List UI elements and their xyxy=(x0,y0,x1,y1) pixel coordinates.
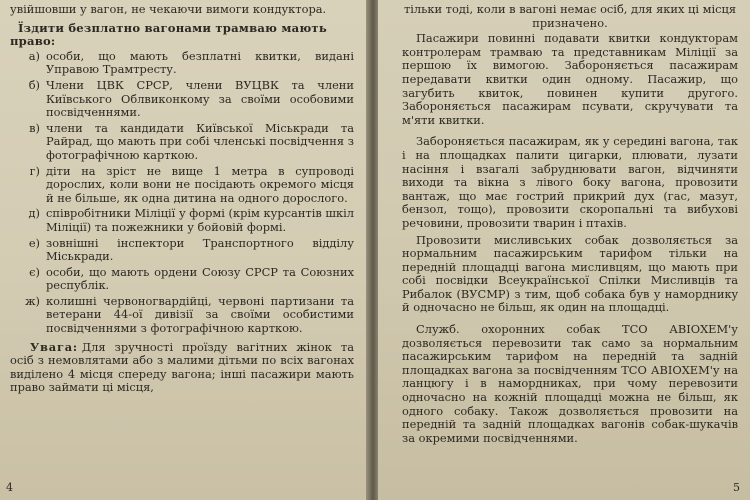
list-marker: а) xyxy=(28,48,40,63)
attention-note xyxy=(10,341,354,395)
list-marker: д) xyxy=(28,206,40,221)
list-item-text: Члени ЦВК СРСР, члени ВУЦВК та члени Київського Облвиконкому за своїми особовими посвідченнями. xyxy=(46,77,354,120)
left-top-text: увійшовши у вагон, не чекаючи вимоги кондуктора. xyxy=(10,2,327,16)
list-item-text: співробітники Міліції у формі (крім курсантів шкіл Міліції) та пожежники у бойовій формі. xyxy=(46,206,354,234)
paragraph-guard-dogs: Служб. охоронних собак ТСО АВІОХЕМ'у дозволяється перевозити так само за нормальним пасажирським тарифом на передній та задній площадках вагона за посвідченням ТСО АВІОХЕМ'у на ланцюгу і в намордниках, при чому перевозити одночасно на кожній площадці можна не більш, як одного собаку. Також дозволяється провозити на передній та задній площадках вагонів собак-шукачів за окремими посвідченнями. xyxy=(402,322,738,445)
list-item xyxy=(10,237,354,264)
list-item-text: члени та кандидати Київської Міськради та Райрад, що мають при собі членські посвідчення з фотографічною карткою. xyxy=(46,120,354,162)
list-marker: в) xyxy=(29,120,40,135)
page-number-left: 4 xyxy=(6,481,13,494)
list-item xyxy=(10,122,354,163)
left-page xyxy=(0,0,368,500)
list-item-text: колишні червоногвардійці, червоні партизани та ветерани 44-ої дивізії за своїми особистими посвідченнями з фотографічною карткою. xyxy=(46,293,354,336)
attention-text: Для зручності проїзду вагітних жінок та осіб з немовлятами або з малими дітьми по всіх вагонах виділено 4 місця спереду вагона; інші пасажири мають право займати ці місця, xyxy=(10,339,354,395)
list-marker: г) xyxy=(29,163,40,178)
list-item xyxy=(10,79,354,120)
list-item xyxy=(10,165,354,206)
rights-heading: Їздити безплатно вагонами трамваю мають право: xyxy=(10,20,327,49)
attention-label: Увага: xyxy=(30,339,78,354)
list-marker: є) xyxy=(29,264,40,279)
list-item xyxy=(10,207,354,234)
right-top-text: тільки тоді, коли в вагоні немає осіб, для яких ці місця призначено. xyxy=(403,2,737,30)
list-item-text: особи, що мають ордени Союзу СРСР та Союзних республік. xyxy=(46,264,354,293)
list-item-text: особи, що мають безплатні квитки, видані Управою Трамтресту. xyxy=(46,48,354,77)
list-item-text: діти на зріст не вище 1 метра в супроводі дорослих, коли вони не посідають окремого місця й не більше, як одна дитина на одного дорослого. xyxy=(46,163,354,205)
page-number-right: 5 xyxy=(733,481,740,494)
paragraph-tickets: Пасажири повинні подавати квитки кондукторам контролерам трамваю та представникам Міліції за першою їх вимогою. Забороняється пасажирам передавати квитки один одному. Пасажир, що загубить квиток, повинен купити другого. Забороняється пасажирам псувати, скручувати та м'яти квитки. xyxy=(402,31,738,127)
list-item xyxy=(10,295,354,336)
paragraph-hunting-dogs: Провозити мисливських собак дозволяється за нормальним пасажирським тарифом тільки на передній площадці вагона мисливцям, що мають при собі посвідки Всеукраїнської Спілки Мисливців та Рибалок (ВУСМР) з тим, щоб собака був у намордникy й одночасно не більш, як один на площадці. xyxy=(402,232,738,315)
list-item xyxy=(10,266,354,293)
list-item-text: зовнішні інспектори Транспортного відділу Міськради. xyxy=(46,235,354,264)
list-marker: ж) xyxy=(25,293,40,308)
list-item xyxy=(10,50,354,77)
right-page xyxy=(378,0,750,500)
list-marker: б) xyxy=(28,77,40,92)
paragraph-prohibitions: Забороняється пасажирам, як у середині вагона, так і на площадках палити цигарки, плювати, лузати насіння і взагалі забруднювати вагон, відчиняти виходи та вікна з лівого боку вагона, провозити вантаж, що має гострий прикрий дух (гас, мазут, бензол, тощо), провозити скоропальні та вибухові речовини, провозити тварин і птахів. xyxy=(402,134,738,230)
list-marker: е) xyxy=(28,235,40,250)
